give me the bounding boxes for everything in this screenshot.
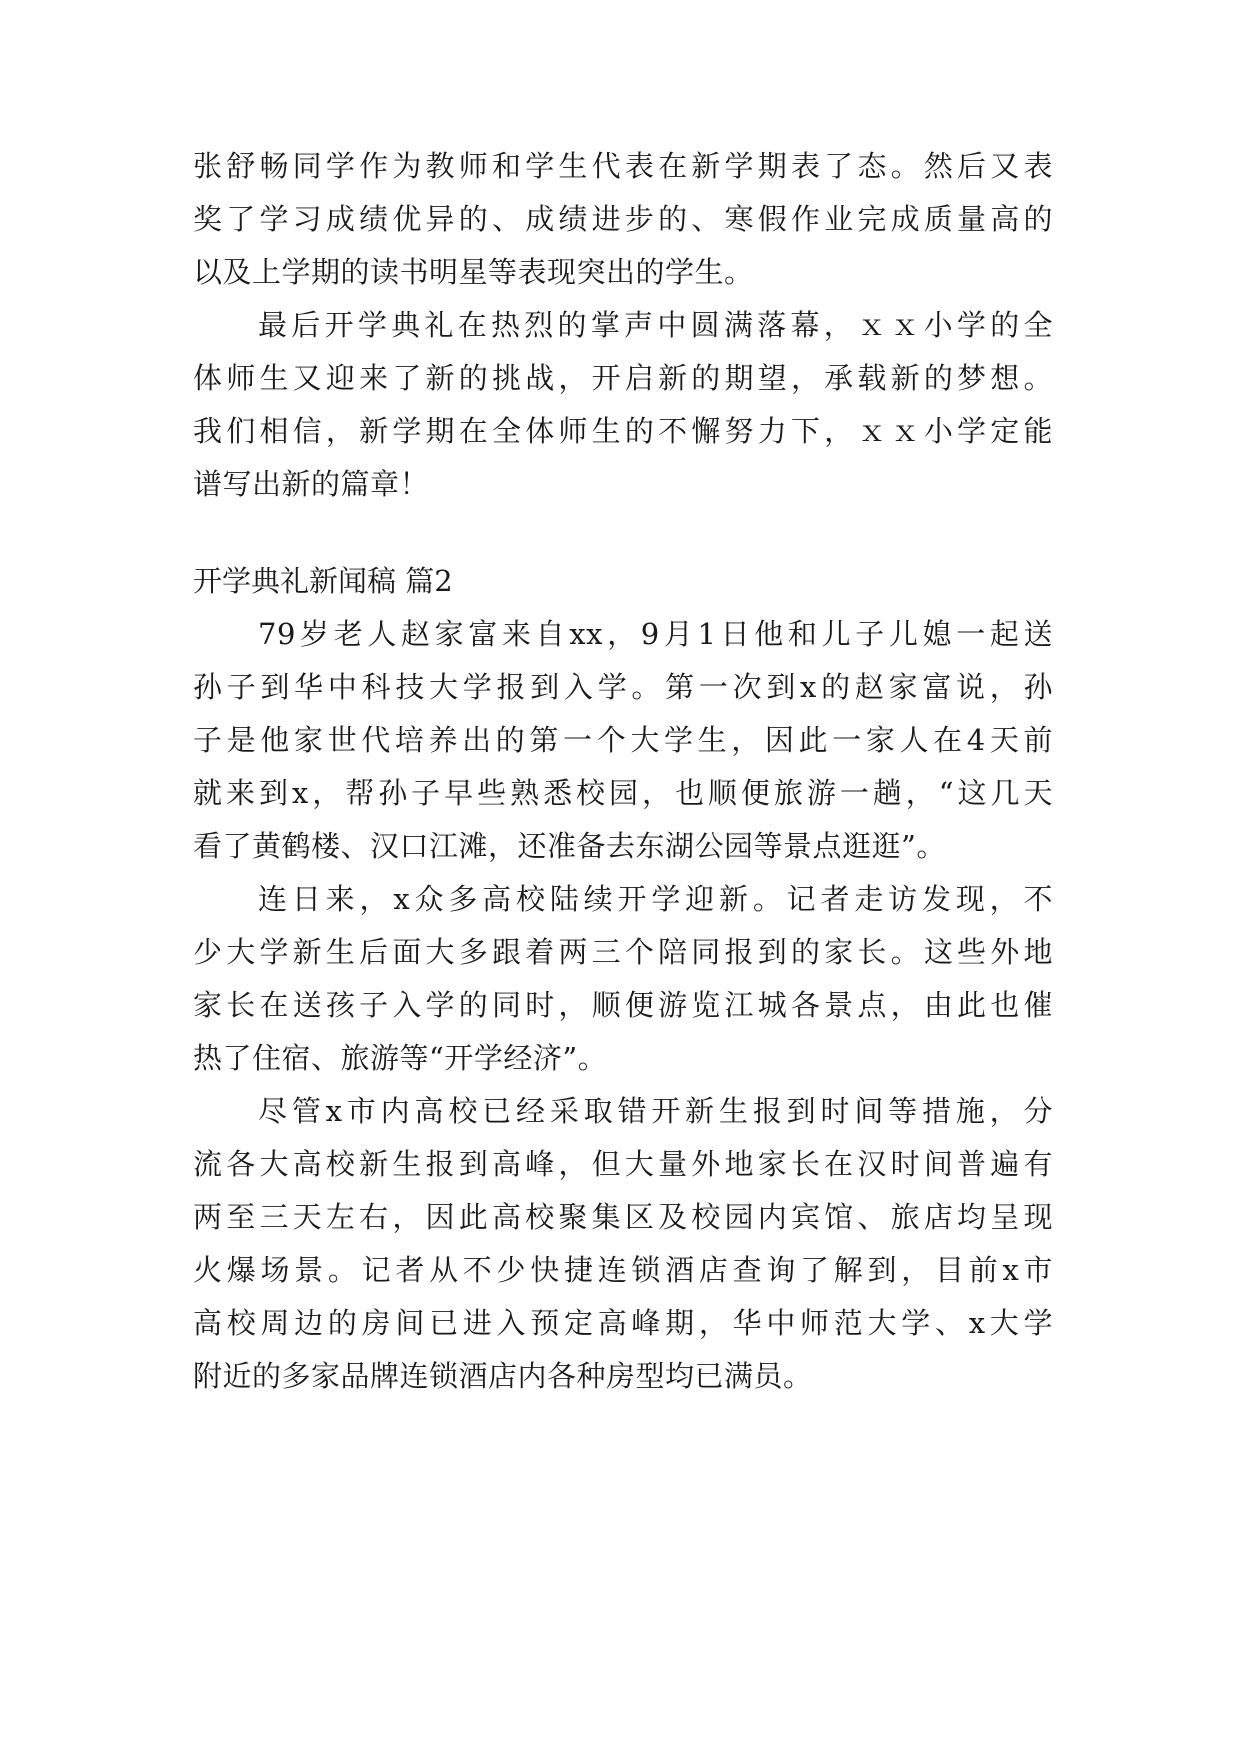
paragraph-line: 附近的多家品牌连锁酒店内各种房型均已满员。 (193, 1359, 813, 1393)
paragraph-line: 看了黄鹤楼、汉口江滩，还准备去东湖公园等景点逛逛”。 (193, 829, 946, 863)
paragraph-line: 两至三天左右，因此高校聚集区及校园内宾馆、旅店均呈现 (193, 1200, 1053, 1234)
paragraph-line: 79岁老人赵家富来自xx，9月1日他和儿子儿媳一起送 (258, 617, 1053, 651)
paragraph-line: 少大学新生后面大多跟着两三个陪同报到的家长。这些外地 (193, 935, 1053, 969)
paragraph-line: 尽管x市内高校已经采取错开新生报到时间等措施，分 (258, 1094, 1053, 1128)
paragraph-line: 以及上学期的读书明星等表现突出的学生。 (193, 255, 754, 289)
paragraph-line: 子是他家世代培养出的第一个大学生，因此一家人在4天前 (193, 723, 1053, 757)
paragraph-line: 最后开学典礼在热烈的掌声中圆满落幕，ｘｘ小学的全 (258, 308, 1053, 342)
paragraph-line: 奖了学习成绩优异的、成绩进步的、寒假作业完成质量高的 (193, 202, 1053, 236)
paragraph-line: 家长在送孩子入学的同时，顺便游览江城各景点，由此也催 (193, 988, 1053, 1022)
paragraph-line: 孙子到华中科技大学报到入学。第一次到x的赵家富说，孙 (193, 670, 1053, 704)
paragraph-line: 体师生又迎来了新的挑战，开启新的期望，承载新的梦想。 (193, 361, 1053, 395)
paragraph-line: 张舒畅同学作为教师和学生代表在新学期表了态。然后又表 (193, 149, 1053, 183)
paragraph-line: 高校周边的房间已进入预定高峰期，华中师范大学、x大学 (193, 1306, 1053, 1340)
paragraph-line: 连日来，x众多高校陆续开学迎新。记者走访发现，不 (258, 882, 1053, 916)
paragraph-line: 我们相信，新学期在全体师生的不懈努力下，ｘｘ小学定能 (193, 414, 1053, 448)
paragraph-line: 就来到x，帮孙子早些熟悉校园，也顺便旅游一趟，“这几天 (193, 776, 1053, 810)
paragraph-line: 谱写出新的篇章！ (193, 467, 430, 501)
paragraph-line: 流各大高校新生报到高峰，但大量外地家长在汉时间普遍有 (193, 1147, 1053, 1181)
section-heading: 开学典礼新闻稿 篇2 (193, 564, 453, 598)
paragraph-line: 火爆场景。记者从不少快捷连锁酒店查询了解到，目前x市 (193, 1253, 1053, 1287)
paragraph-line: 热了住宿、旅游等“开学经济”。 (193, 1041, 608, 1075)
